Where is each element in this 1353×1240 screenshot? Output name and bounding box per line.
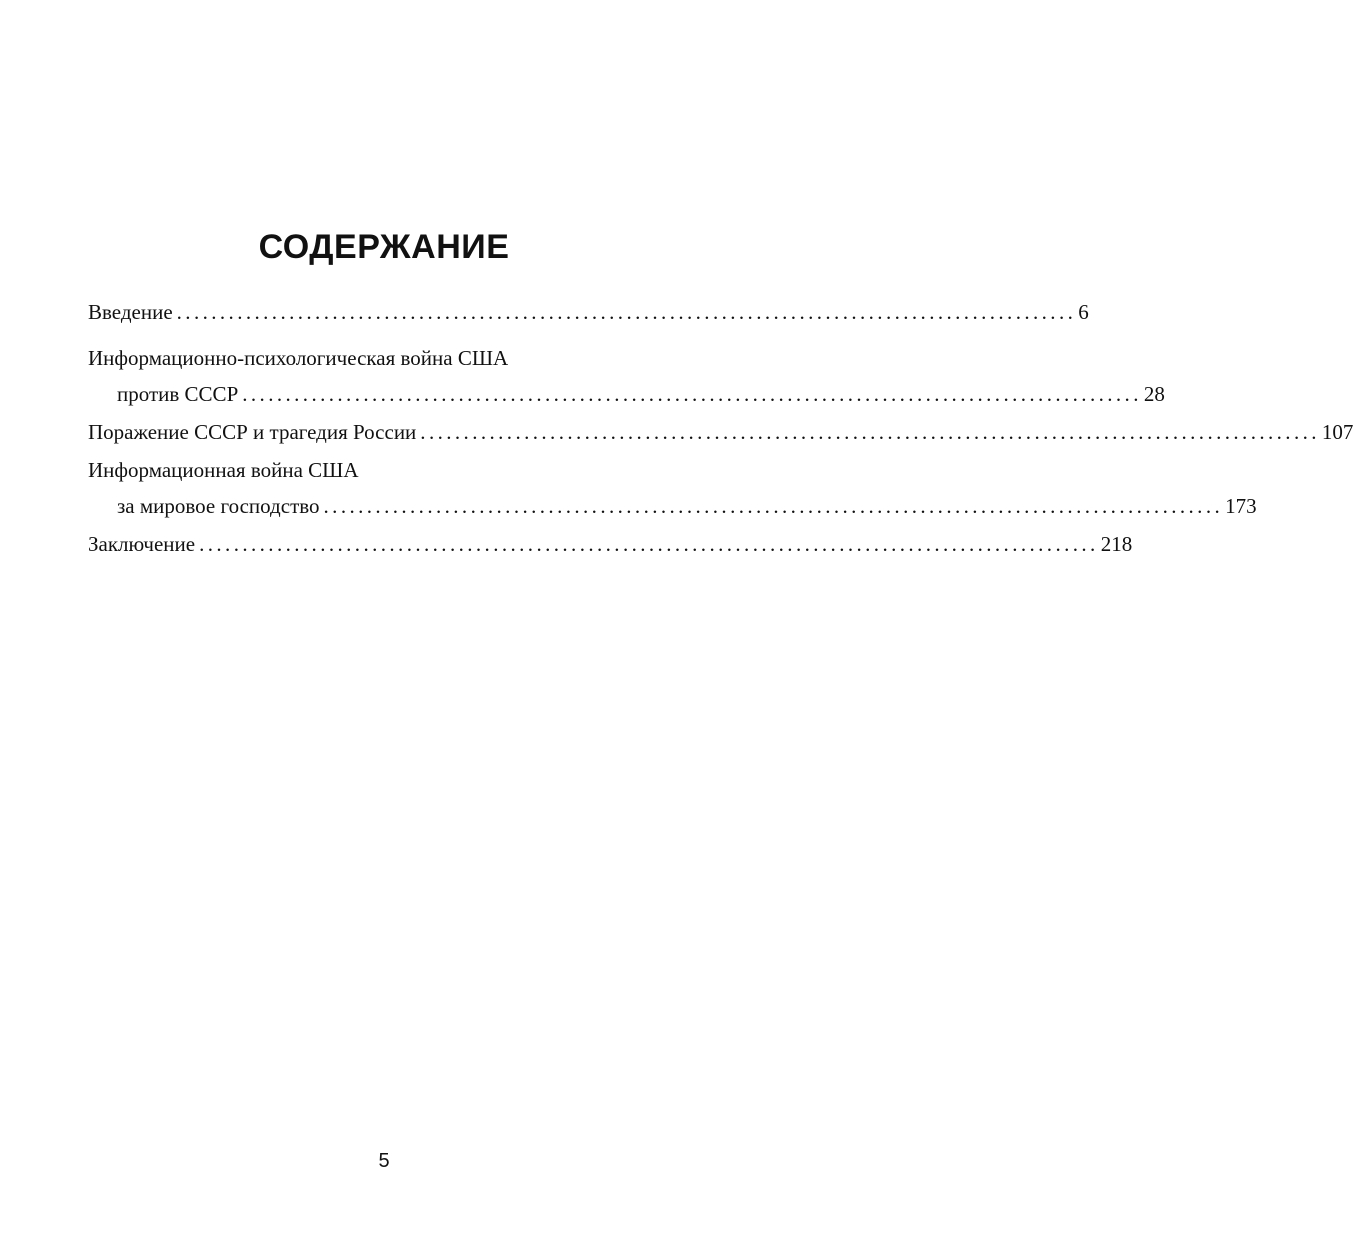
dot-leader: ........................................................................................................ <box>199 532 1099 556</box>
page-number: 5 <box>378 1150 390 1172</box>
toc-entry-title: Информационно-психологическая война США <box>88 346 509 370</box>
dot-leader: ........................................................................................................ <box>242 382 1142 406</box>
dot-leader: ........................................................................................................ <box>420 420 1320 444</box>
toc-entry-title: Заключение <box>88 532 196 556</box>
toc-entry-page: 6 <box>1078 300 1089 324</box>
toc-entry-page: 218 <box>1100 532 1133 556</box>
dot-leader: ........................................................................................................ <box>323 494 1224 518</box>
toc-entry-title: Введение <box>88 300 173 324</box>
toc-entry-defeat-ussr[interactable] <box>88 414 1353 450</box>
toc-entry-title: Поражение СССР и трагедия России <box>88 420 417 444</box>
toc-entry-page: 173 <box>1225 494 1257 518</box>
toc-entry-title: Информационная война США <box>88 458 359 482</box>
dot-leader: ........................................................................................................ <box>176 300 1077 324</box>
toc-entry-introduction[interactable] <box>88 294 1089 330</box>
table-of-contents <box>88 294 1353 562</box>
toc-heading: СОДЕРЖАНИЕ <box>258 228 510 266</box>
toc-entry-info-war[interactable] <box>88 452 1257 524</box>
toc-entry-info-psych-war[interactable] <box>88 340 1165 412</box>
toc-entry-title-continued: за мировое господство <box>117 494 320 518</box>
toc-entry-conclusion[interactable] <box>88 526 1133 562</box>
toc-entry-page: 28 <box>1143 382 1165 406</box>
toc-entry-title-continued: против СССР <box>117 382 239 406</box>
toc-entry-page: 107 <box>1321 420 1353 444</box>
